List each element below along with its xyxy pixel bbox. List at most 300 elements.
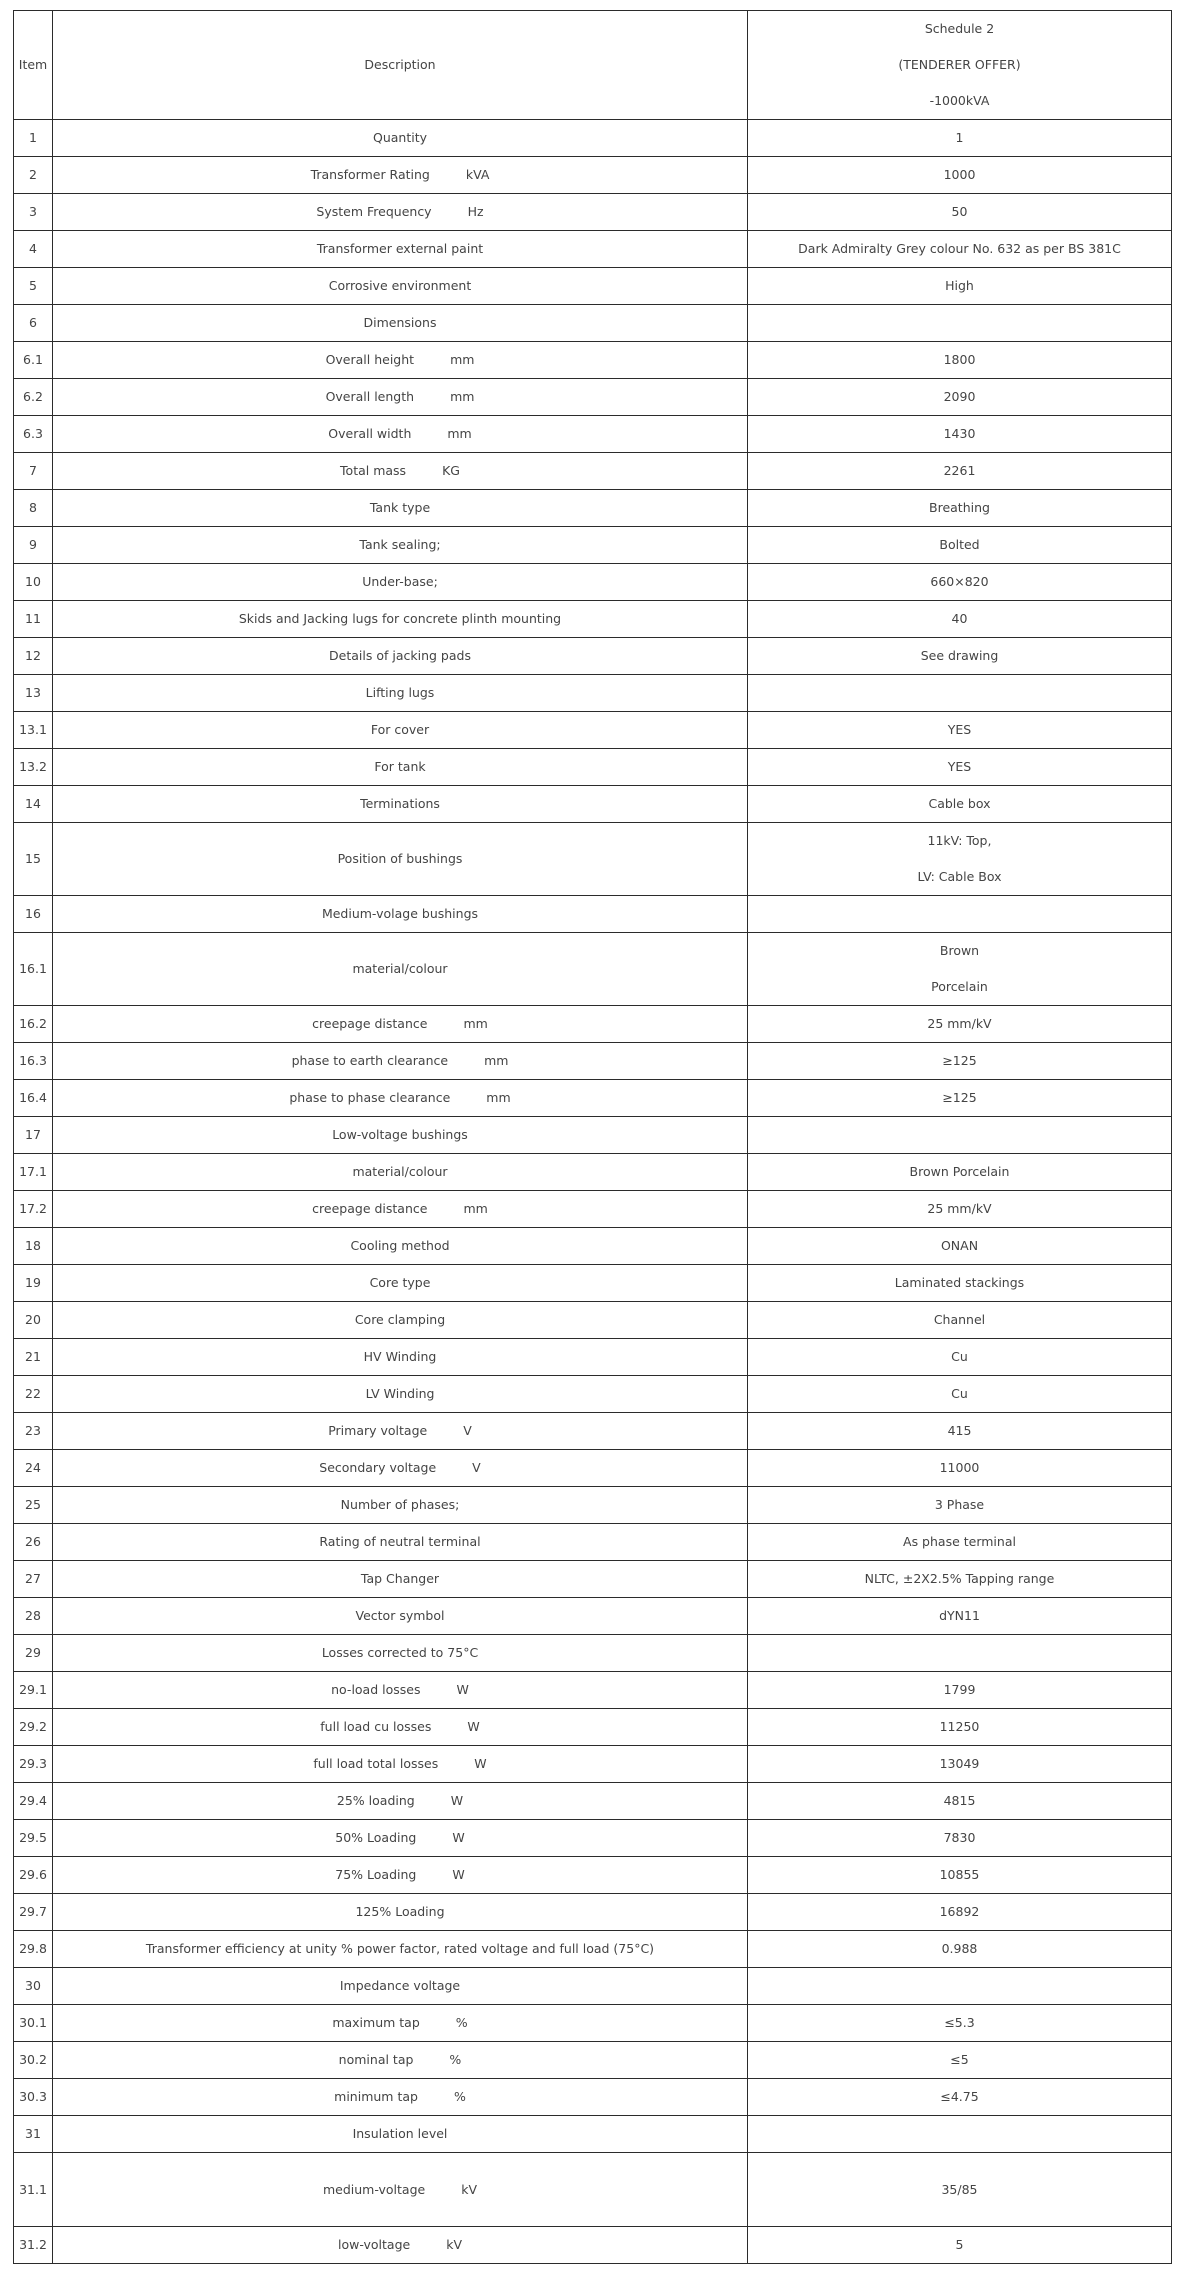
description-text: 25% loading [336, 1793, 415, 1808]
table-row [14, 1302, 1172, 1339]
value-text: 5 [955, 2237, 964, 2252]
description-cell [53, 1228, 748, 1265]
description-cell [53, 1746, 748, 1783]
item-number-cell: 29.5 [14, 1820, 53, 1857]
description-cell [53, 157, 748, 194]
value-text: 25 mm/kV [927, 1016, 992, 1031]
description-cell [53, 749, 748, 786]
value-cell [748, 712, 1172, 749]
value-cell [748, 1709, 1172, 1746]
description-cell [53, 896, 748, 933]
value-text: 1000 [943, 167, 976, 182]
item-number-cell: 29.1 [14, 1672, 53, 1709]
value-text: ONAN [940, 1238, 979, 1253]
table-row [14, 2116, 1172, 2153]
table-row [14, 157, 1172, 194]
item-number-cell: 27 [14, 1561, 53, 1598]
description-cell [53, 1524, 748, 1561]
item-number-cell: 17.1 [14, 1154, 53, 1191]
header-schedule-line: -1000kVA [929, 93, 990, 108]
table-row [14, 2079, 1172, 2116]
unit-text: mm [486, 1090, 511, 1105]
value-cell [748, 1672, 1172, 1709]
description-cell [53, 2005, 748, 2042]
description-text: Insulation level [352, 2126, 448, 2141]
description-cell [53, 342, 748, 379]
unit-text: W [467, 1719, 480, 1734]
table-row [14, 1006, 1172, 1043]
item-number-cell: 10 [14, 564, 53, 601]
value-text: ≤5 [950, 2052, 969, 2067]
table-row [14, 1080, 1172, 1117]
value-text: 1799 [943, 1682, 976, 1697]
table-row [14, 712, 1172, 749]
value-cell [748, 1857, 1172, 1894]
description-text: Transformer efficiency at unity % power factor, rated voltage and full load (75°C) [145, 1941, 655, 1956]
table-row [14, 1783, 1172, 1820]
value-text: Cable box [928, 796, 991, 811]
value-cell [748, 1117, 1172, 1154]
item-number-cell: 21 [14, 1339, 53, 1376]
item-number-cell: 30.2 [14, 2042, 53, 2079]
description-text: material/colour [352, 961, 448, 976]
description-cell [53, 1968, 748, 2005]
description-cell [53, 120, 748, 157]
item-number-cell: 29.4 [14, 1783, 53, 1820]
header-schedule-line: Schedule 2 [924, 21, 995, 36]
description-text: System Frequency [316, 204, 432, 219]
value-cell [748, 305, 1172, 342]
table-row [14, 1746, 1172, 1783]
value-text: 11000 [939, 1460, 980, 1475]
item-number-cell: 6.2 [14, 379, 53, 416]
value-cell [748, 1746, 1172, 1783]
description-cell [53, 823, 748, 896]
item-number-cell: 31 [14, 2116, 53, 2153]
unit-text: Hz [467, 204, 484, 219]
item-number-cell: 16.4 [14, 1080, 53, 1117]
description-text: Secondary voltage [319, 1460, 437, 1475]
description-cell [53, 1339, 748, 1376]
item-number-cell: 15 [14, 823, 53, 896]
specification-table-body [14, 11, 1172, 2264]
description-cell [53, 1487, 748, 1524]
item-number-cell: 6.3 [14, 416, 53, 453]
description-cell [53, 268, 748, 305]
specification-table [13, 10, 1172, 2264]
table-row [14, 1339, 1172, 1376]
value-cell [748, 2005, 1172, 2042]
unit-text: W [456, 1682, 469, 1697]
item-number-cell: 30 [14, 1968, 53, 2005]
table-row [14, 933, 1172, 1006]
item-number-cell: 30.1 [14, 2005, 53, 2042]
unit-text: kVA [465, 167, 490, 182]
value-cell [748, 490, 1172, 527]
value-text: Channel [933, 1312, 986, 1327]
description-cell [53, 231, 748, 268]
description-cell [53, 1820, 748, 1857]
description-text: HV Winding [363, 1349, 437, 1364]
description-text: Tank sealing; [359, 537, 441, 552]
value-cell [748, 1968, 1172, 2005]
description-cell [53, 564, 748, 601]
value-cell [748, 453, 1172, 490]
description-text: Corrosive environment [328, 278, 472, 293]
unit-text: W [450, 1793, 464, 1808]
description-text: nominal tap [338, 2052, 414, 2067]
value-cell [748, 1635, 1172, 1672]
description-text: creepage distance [312, 1016, 428, 1031]
description-cell [53, 675, 748, 712]
item-number-cell: 16.1 [14, 933, 53, 1006]
description-text: full load total losses [313, 1756, 439, 1771]
table-row [14, 1709, 1172, 1746]
item-number-cell: 17 [14, 1117, 53, 1154]
value-cell [748, 1376, 1172, 1413]
description-text: Core type [369, 1275, 431, 1290]
description-text: Transformer external paint [316, 241, 484, 256]
table-row [14, 453, 1172, 490]
description-cell [53, 1376, 748, 1413]
table-row [14, 305, 1172, 342]
description-text: phase to earth clearance [291, 1053, 449, 1068]
unit-text: W [474, 1756, 487, 1771]
value-cell [748, 786, 1172, 823]
item-number-cell: 29.2 [14, 1709, 53, 1746]
value-cell [748, 1487, 1172, 1524]
description-text: Dimensions [363, 315, 437, 330]
header-item: Item [14, 11, 53, 120]
value-text: Cu [951, 1386, 968, 1401]
value-text: 2261 [943, 463, 976, 478]
description-text: Under-base; [362, 574, 438, 589]
description-text: Overall length [325, 389, 415, 404]
value-cell [748, 1783, 1172, 1820]
table-row [14, 1487, 1172, 1524]
value-text: 1800 [943, 352, 976, 367]
value-cell [748, 933, 1172, 1006]
value-cell [748, 564, 1172, 601]
value-cell [748, 1302, 1172, 1339]
item-number-cell: 13.1 [14, 712, 53, 749]
value-cell [748, 2079, 1172, 2116]
value-cell [748, 194, 1172, 231]
value-text: Dark Admiralty Grey colour No. 632 as per BS 381C [798, 241, 1121, 256]
description-cell [53, 1598, 748, 1635]
value-text: 11250 [939, 1719, 980, 1734]
item-number-cell: 6 [14, 305, 53, 342]
value-text: ≥125 [942, 1090, 977, 1105]
value-cell [748, 675, 1172, 712]
value-cell [748, 823, 1172, 896]
table-row [14, 379, 1172, 416]
description-cell [53, 1006, 748, 1043]
description-cell [53, 2153, 748, 2227]
value-text: YES [947, 722, 972, 737]
table-row [14, 749, 1172, 786]
item-number-cell: 8 [14, 490, 53, 527]
description-cell [53, 305, 748, 342]
table-row [14, 1968, 1172, 2005]
item-number-cell: 11 [14, 601, 53, 638]
description-text: Number of phases; [340, 1497, 460, 1512]
unit-text: mm [484, 1053, 509, 1068]
description-text: Total mass [340, 463, 407, 478]
value-text: As phase terminal [903, 1534, 1016, 1549]
description-cell [53, 1265, 748, 1302]
value-cell [748, 379, 1172, 416]
table-row [14, 1413, 1172, 1450]
item-number-cell: 16.2 [14, 1006, 53, 1043]
item-number-cell: 23 [14, 1413, 53, 1450]
value-text: ≥125 [942, 1053, 977, 1068]
description-text: 125% Loading [355, 1904, 445, 1919]
description-text: Medium-volage bushings [321, 906, 479, 921]
unit-text: kV [461, 2181, 478, 2197]
value-cell [748, 1561, 1172, 1598]
table-row [14, 1598, 1172, 1635]
description-text: For cover [370, 722, 430, 737]
value-text: Brown [939, 943, 980, 958]
value-cell [748, 1450, 1172, 1487]
table-row [14, 1524, 1172, 1561]
description-text: Rating of neutral terminal [319, 1534, 481, 1549]
description-text: full load cu losses [320, 1719, 432, 1734]
value-cell [748, 1006, 1172, 1043]
value-cell [748, 342, 1172, 379]
table-header-row [14, 11, 1172, 120]
description-cell [53, 1413, 748, 1450]
header-schedule-line: (TENDERER OFFER) [898, 57, 1021, 72]
table-row [14, 786, 1172, 823]
description-text: Tap Changer [360, 1571, 440, 1586]
description-text: Losses corrected to 75°C [321, 1645, 479, 1660]
value-cell [748, 1154, 1172, 1191]
description-text: maximum tap [332, 2015, 420, 2030]
value-cell [748, 1820, 1172, 1857]
value-cell [748, 231, 1172, 268]
description-text: low-voltage [337, 2237, 411, 2252]
item-number-cell: 24 [14, 1450, 53, 1487]
description-cell [53, 1783, 748, 1820]
unit-text: V [463, 1423, 472, 1438]
description-cell [53, 786, 748, 823]
table-row [14, 1043, 1172, 1080]
item-number-cell: 25 [14, 1487, 53, 1524]
value-cell [748, 2227, 1172, 2264]
table-row [14, 1154, 1172, 1191]
value-text: 660×820 [930, 574, 989, 589]
value-cell [748, 1339, 1172, 1376]
item-number-cell: 1 [14, 120, 53, 157]
value-text: 10855 [939, 1867, 980, 1882]
item-number-cell: 16 [14, 896, 53, 933]
description-cell [53, 638, 748, 675]
value-cell [748, 1228, 1172, 1265]
value-text: Porcelain [931, 979, 988, 994]
item-number-cell: 17.2 [14, 1191, 53, 1228]
item-number-cell: 28 [14, 1598, 53, 1635]
description-cell [53, 2227, 748, 2264]
unit-text: mm [450, 389, 475, 404]
table-row [14, 342, 1172, 379]
unit-text: W [452, 1830, 465, 1845]
value-text: 4815 [943, 1793, 976, 1808]
item-number-cell: 31.2 [14, 2227, 53, 2264]
table-row [14, 2153, 1172, 2227]
value-text: dYN11 [939, 1608, 980, 1623]
description-cell [53, 601, 748, 638]
value-text: 1 [955, 130, 964, 145]
item-number-cell: 31.1 [14, 2153, 53, 2227]
item-number-cell: 5 [14, 268, 53, 305]
value-cell [748, 2116, 1172, 2153]
value-text: ≤5.3 [944, 2015, 975, 2030]
value-cell [748, 638, 1172, 675]
item-number-cell: 26 [14, 1524, 53, 1561]
value-text: 50 [951, 204, 968, 219]
table-row [14, 564, 1172, 601]
unit-text: % [453, 2089, 466, 2104]
description-text: phase to phase clearance [289, 1090, 451, 1105]
description-cell [53, 1450, 748, 1487]
description-text: Transformer Rating [310, 167, 430, 182]
value-cell [748, 120, 1172, 157]
table-row [14, 1191, 1172, 1228]
table-row [14, 1265, 1172, 1302]
description-cell [53, 1080, 748, 1117]
value-text: 11kV: Top, [927, 833, 992, 848]
value-cell [748, 2042, 1172, 2079]
description-cell [53, 1154, 748, 1191]
value-text: Laminated stackings [894, 1275, 1025, 1290]
description-text: Impedance voltage [339, 1978, 461, 1993]
description-cell [53, 1043, 748, 1080]
description-text: For tank [374, 759, 426, 774]
value-text: 25 mm/kV [927, 1201, 992, 1216]
value-text: 2090 [943, 389, 976, 404]
table-row [14, 2042, 1172, 2079]
description-text: Skids and Jacking lugs for concrete plinth mounting [238, 611, 562, 626]
table-row [14, 1117, 1172, 1154]
value-text: 1430 [943, 426, 976, 441]
item-number-cell: 19 [14, 1265, 53, 1302]
unit-text: % [455, 2015, 468, 2030]
description-cell [53, 416, 748, 453]
unit-text: kV [446, 2237, 463, 2252]
description-cell [53, 1672, 748, 1709]
table-row [14, 194, 1172, 231]
value-text: Brown Porcelain [909, 1164, 1010, 1179]
table-row [14, 1561, 1172, 1598]
table-row [14, 1857, 1172, 1894]
description-cell [53, 1709, 748, 1746]
item-number-cell: 29.3 [14, 1746, 53, 1783]
value-cell [748, 749, 1172, 786]
value-text: 13049 [939, 1756, 980, 1771]
value-cell [748, 1598, 1172, 1635]
item-number-cell: 18 [14, 1228, 53, 1265]
item-number-cell: 22 [14, 1376, 53, 1413]
description-text: Tank type [369, 500, 431, 515]
value-text: NLTC, ±2X2.5% Tapping range [864, 1571, 1055, 1586]
description-cell [53, 453, 748, 490]
description-text: material/colour [352, 1164, 448, 1179]
description-text: Quantity [372, 130, 428, 145]
table-row [14, 1820, 1172, 1857]
value-text: ≤4.75 [940, 2089, 979, 2104]
description-text: Terminations [360, 796, 440, 811]
item-number-cell: 6.1 [14, 342, 53, 379]
item-number-cell: 12 [14, 638, 53, 675]
value-cell [748, 1265, 1172, 1302]
description-text: Low-voltage bushings [332, 1127, 468, 1142]
value-text: Breathing [929, 500, 990, 515]
description-cell [53, 1857, 748, 1894]
table-row [14, 527, 1172, 564]
table-row [14, 1228, 1172, 1265]
description-text: Core clamping [354, 1312, 446, 1327]
item-number-cell: 13.2 [14, 749, 53, 786]
description-text: Details of jacking pads [329, 648, 471, 663]
value-text: Bolted [939, 537, 980, 552]
value-cell [748, 268, 1172, 305]
value-text: 40 [951, 611, 968, 626]
description-text: medium-voltage [322, 2181, 426, 2197]
table-row [14, 231, 1172, 268]
value-text: 0.988 [941, 1941, 978, 1956]
table-row [14, 1894, 1172, 1931]
table-row [14, 1672, 1172, 1709]
table-row [14, 601, 1172, 638]
description-text: Primary voltage [328, 1423, 428, 1438]
description-cell [53, 2079, 748, 2116]
item-number-cell: 2 [14, 157, 53, 194]
item-number-cell: 4 [14, 231, 53, 268]
value-cell [748, 1931, 1172, 1968]
description-text: Lifting lugs [365, 685, 435, 700]
value-text: 7830 [943, 1830, 976, 1845]
description-text: creepage distance [312, 1201, 428, 1216]
description-cell [53, 1191, 748, 1228]
description-text: Overall height [325, 352, 415, 367]
value-cell [748, 1894, 1172, 1931]
item-number-cell: 20 [14, 1302, 53, 1339]
description-text: Vector symbol [355, 1608, 445, 1623]
value-cell [748, 1524, 1172, 1561]
value-cell [748, 157, 1172, 194]
description-text: Position of bushings [337, 851, 463, 866]
unit-text: mm [463, 1016, 488, 1031]
item-number-cell: 29.8 [14, 1931, 53, 1968]
value-cell [748, 1043, 1172, 1080]
description-cell [53, 1635, 748, 1672]
table-row [14, 675, 1172, 712]
item-number-cell: 30.3 [14, 2079, 53, 2116]
unit-text: mm [450, 352, 475, 367]
value-text: See drawing [920, 648, 999, 663]
description-text: Overall width [328, 426, 412, 441]
description-cell [53, 194, 748, 231]
item-number-cell: 14 [14, 786, 53, 823]
value-text: 415 [947, 1423, 972, 1438]
unit-text: KG [442, 463, 460, 478]
unit-text: mm [447, 426, 472, 441]
value-text: YES [947, 759, 972, 774]
description-cell [53, 1931, 748, 1968]
description-cell [53, 2042, 748, 2079]
